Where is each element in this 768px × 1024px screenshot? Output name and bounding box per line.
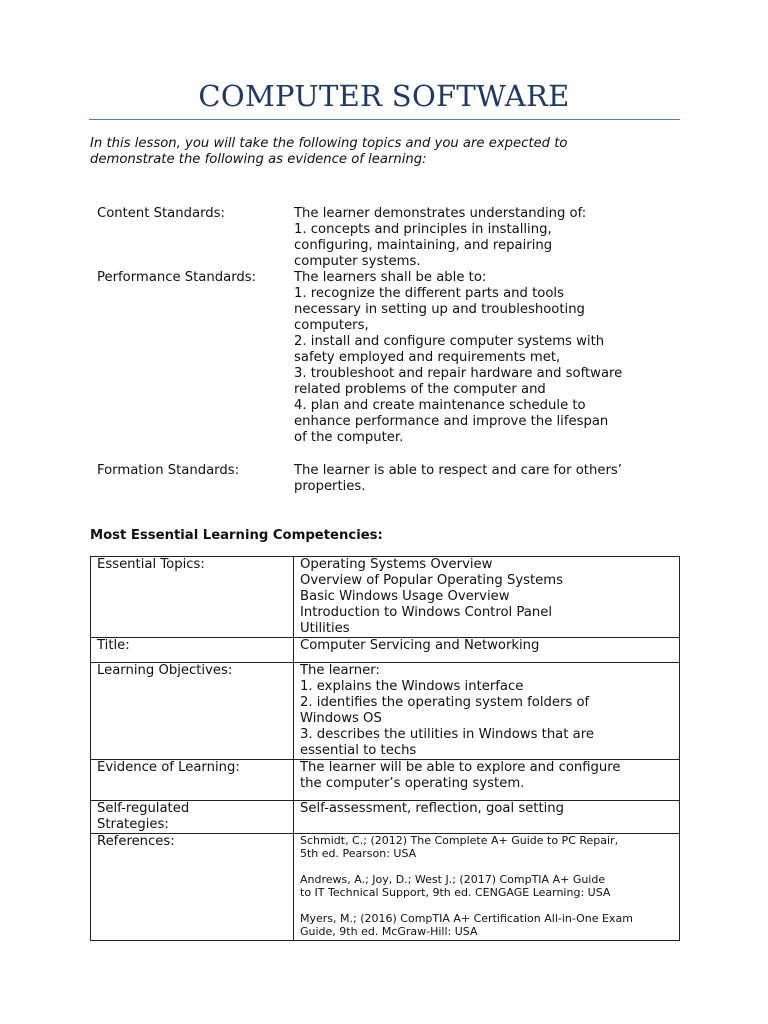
row-label (91, 557, 294, 638)
reference-spacer (300, 899, 673, 912)
value-line: Utilities (300, 621, 350, 636)
value-line: 2. identifies the operating system folders of (300, 695, 590, 710)
standard-line: 1. recognize the different parts and tools (294, 286, 564, 301)
title-underline (89, 119, 680, 120)
value-line: Overview of Popular Operating Systems (300, 573, 563, 588)
row-label (91, 760, 294, 801)
standard-line: The learner is able to respect and care for others’ (294, 463, 622, 478)
row-value (294, 801, 680, 834)
row-label (91, 638, 294, 663)
standard-line: enhance performance and improve the lifespan (294, 414, 609, 429)
value-line: Self-assessment, reflection, goal setting (300, 801, 565, 816)
standard-line: The learners shall be able to: (294, 270, 487, 285)
page-title: COMPUTER SOFTWARE (198, 79, 570, 113)
table-row (91, 638, 680, 663)
row-label (91, 834, 294, 941)
standard-label: Performance Standards: (97, 270, 257, 285)
intro-line-1: In this lesson, you will take the following topics and you are expected to (90, 136, 568, 151)
reference-spacer (300, 860, 673, 873)
reference-line: 5th ed. Pearson: USA (300, 847, 417, 860)
standard-line: of the computer. (294, 430, 404, 445)
value-line: The learner will be able to explore and configure (300, 760, 621, 775)
row-value (294, 638, 680, 663)
melc-heading: Most Essential Learning Competencies: (90, 528, 383, 543)
value-line: 1. explains the Windows interface (300, 679, 524, 694)
value-line: Introduction to Windows Control Panel (300, 605, 552, 620)
table-row (91, 663, 680, 760)
row-label (91, 801, 294, 834)
standard-text (294, 206, 684, 270)
reference-line: Myers, M.; (2016) CompTIA A+ Certification All-in-One Exam (300, 912, 633, 925)
melc-table (90, 556, 680, 941)
value-line: Windows OS (300, 711, 382, 726)
standard-label: Content Standards: (97, 206, 225, 221)
row-value (294, 663, 680, 760)
row-value (294, 760, 680, 801)
value-line: the computer’s operating system. (300, 776, 525, 791)
row-label (91, 663, 294, 760)
standard-label: Formation Standards: (97, 463, 240, 478)
label-line: Self-regulated (97, 801, 190, 816)
value-line: essential to techs (300, 743, 417, 758)
table-row (91, 557, 680, 638)
label-line: Evidence of Learning: (97, 760, 240, 775)
value-line: 3. describes the utilities in Windows that are (300, 727, 594, 742)
standard-line: The learner demonstrates understanding of: (294, 206, 587, 221)
label-line: Learning Objectives: (97, 663, 233, 678)
intro-line-2: demonstrate the following as evidence of learning: (90, 152, 427, 167)
standard-text (294, 463, 684, 495)
reference-line: Andrews, A.; Joy, D.; West J.; (2017) CompTIA A+ Guide (300, 873, 606, 886)
label-line: Strategies: (97, 817, 169, 832)
standard-line: related problems of the computer and (294, 382, 546, 397)
standard-line: 1. concepts and principles in installing, (294, 222, 552, 237)
standard-line: configuring, maintaining, and repairing (294, 238, 553, 253)
reference-line: Schmidt, C.; (2012) The Complete A+ Guide to PC Repair, (300, 834, 619, 847)
standard-line: computer systems. (294, 254, 421, 269)
row-value (294, 557, 680, 638)
standard-line: 2. install and configure computer systems with (294, 334, 605, 349)
standard-line: 3. troubleshoot and repair hardware and software (294, 366, 623, 381)
standard-line: necessary in setting up and troubleshooting (294, 302, 585, 317)
standard-line: properties. (294, 479, 366, 494)
table-row (91, 760, 680, 801)
value-line: Operating Systems Overview (300, 557, 493, 572)
reference-line: Guide, 9th ed. McGraw-Hill: USA (300, 925, 478, 938)
value-line: Computer Servicing and Networking (300, 638, 540, 653)
intro-text (90, 136, 680, 168)
standard-line: computers, (294, 318, 369, 333)
label-line: Title: (97, 638, 130, 653)
standard-line: 4. plan and create maintenance schedule to (294, 398, 586, 413)
reference-line: to IT Technical Support, 9th ed. CENGAGE Learning: USA (300, 886, 611, 899)
label-line: Essential Topics: (97, 557, 205, 572)
standard-text (294, 270, 684, 446)
standard-line: safety employed and requirements met, (294, 350, 561, 365)
value-line: The learner: (300, 663, 380, 678)
value-line: Basic Windows Usage Overview (300, 589, 510, 604)
table-row (91, 834, 680, 941)
label-line: References: (97, 834, 175, 849)
references-list (294, 834, 680, 941)
table-row (91, 801, 680, 834)
